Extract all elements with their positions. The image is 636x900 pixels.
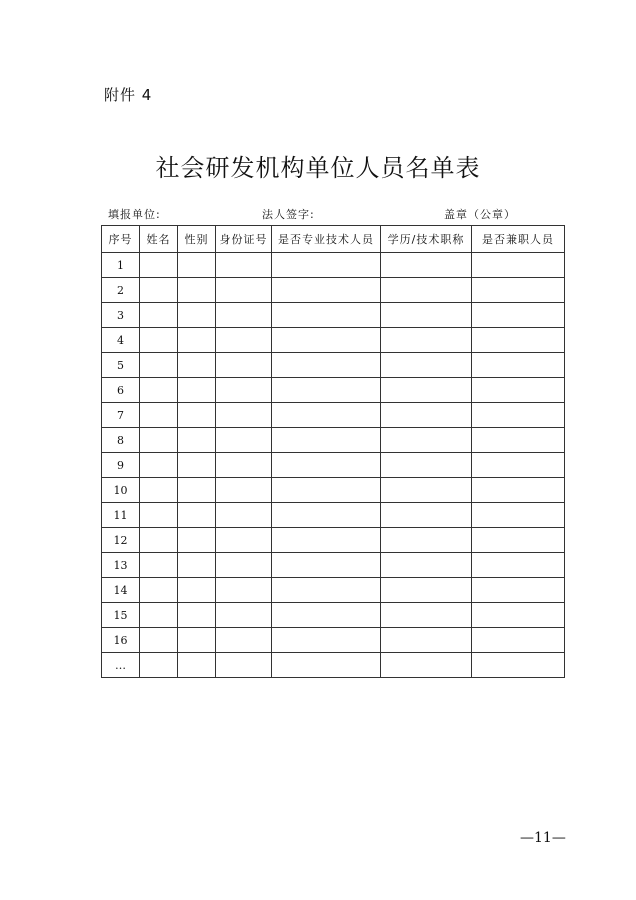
table-cell-empty[interactable]	[216, 478, 272, 503]
table-cell-empty[interactable]	[216, 628, 272, 653]
table-cell-empty[interactable]	[178, 303, 216, 328]
table-cell-empty[interactable]	[216, 328, 272, 353]
table-cell-empty[interactable]	[140, 403, 178, 428]
table-row	[102, 378, 565, 403]
row-serial-number: …	[102, 653, 140, 678]
row-serial-number: 9	[102, 453, 140, 478]
table-cell-empty[interactable]	[272, 528, 381, 553]
page-number: —11—	[520, 830, 566, 846]
table-cell-empty[interactable]	[472, 503, 565, 528]
table-cell-empty[interactable]	[140, 303, 178, 328]
table-body	[102, 253, 565, 678]
table-cell-empty[interactable]	[178, 603, 216, 628]
table-cell-empty[interactable]	[472, 278, 565, 303]
row-serial-number: 16	[102, 628, 140, 653]
table-cell-empty[interactable]	[472, 303, 565, 328]
table-row	[102, 628, 565, 653]
table-cell-empty[interactable]	[178, 353, 216, 378]
row-serial-number: 8	[102, 428, 140, 453]
table-cell-empty[interactable]	[381, 378, 472, 403]
row-serial-number: 11	[102, 503, 140, 528]
table-cell-empty[interactable]	[178, 428, 216, 453]
table-cell-empty[interactable]	[272, 653, 381, 678]
table-cell-empty[interactable]	[272, 453, 381, 478]
table-cell-empty[interactable]	[216, 303, 272, 328]
filler-info-row	[104, 206, 564, 222]
legal-rep-signature-label: 法人签字:	[262, 208, 315, 221]
header-is-professional-technical: 是否专业技术人员	[272, 226, 381, 253]
table-cell-empty[interactable]	[272, 328, 381, 353]
table-cell-empty[interactable]	[381, 253, 472, 278]
row-serial-number: 4	[102, 328, 140, 353]
table-cell-empty[interactable]	[140, 553, 178, 578]
table-cell-empty[interactable]	[472, 578, 565, 603]
table-cell-empty[interactable]	[272, 628, 381, 653]
header-id-number: 身份证号	[216, 226, 272, 253]
table-cell-empty[interactable]	[178, 653, 216, 678]
table-cell-empty[interactable]	[140, 478, 178, 503]
table-cell-empty[interactable]	[178, 403, 216, 428]
table-row	[102, 503, 565, 528]
row-serial-number: 14	[102, 578, 140, 603]
table-cell-empty[interactable]	[140, 503, 178, 528]
table-cell-empty[interactable]	[472, 528, 565, 553]
table-cell-empty[interactable]	[140, 628, 178, 653]
table-cell-empty[interactable]	[381, 353, 472, 378]
table-cell-empty[interactable]	[216, 378, 272, 403]
row-serial-number: 3	[102, 303, 140, 328]
header-name: 姓名	[140, 226, 178, 253]
table-cell-empty[interactable]	[140, 278, 178, 303]
table-row	[102, 428, 565, 453]
table-cell-empty[interactable]	[381, 578, 472, 603]
table-cell-empty[interactable]	[178, 253, 216, 278]
row-serial-number: 2	[102, 278, 140, 303]
table-cell-empty[interactable]	[216, 453, 272, 478]
table-cell-empty[interactable]	[272, 278, 381, 303]
table-cell-empty[interactable]	[472, 253, 565, 278]
table-cell-empty[interactable]	[216, 353, 272, 378]
table-cell-empty[interactable]	[381, 303, 472, 328]
table-cell-empty[interactable]	[381, 403, 472, 428]
table-cell-empty[interactable]	[381, 603, 472, 628]
table-row	[102, 653, 565, 678]
table-cell-empty[interactable]	[140, 428, 178, 453]
table-row	[102, 328, 565, 353]
table-cell-empty[interactable]	[178, 378, 216, 403]
header-education-title: 学历/技术职称	[381, 226, 472, 253]
table-cell-empty[interactable]	[140, 378, 178, 403]
table-cell-empty[interactable]	[178, 503, 216, 528]
table-cell-empty[interactable]	[472, 428, 565, 453]
table-header-row	[102, 226, 565, 253]
row-serial-number: 7	[102, 403, 140, 428]
table-cell-empty[interactable]	[216, 578, 272, 603]
table-cell-empty[interactable]	[272, 353, 381, 378]
table-cell-empty[interactable]	[272, 478, 381, 503]
table-cell-empty[interactable]	[272, 253, 381, 278]
table-cell-empty[interactable]	[140, 653, 178, 678]
attachment-label: 附件 4	[104, 86, 153, 104]
header-is-part-time: 是否兼职人员	[472, 226, 565, 253]
table-cell-empty[interactable]	[216, 253, 272, 278]
table-cell-empty[interactable]	[140, 328, 178, 353]
table-row	[102, 528, 565, 553]
table-cell-empty[interactable]	[140, 253, 178, 278]
table-cell-empty[interactable]	[216, 403, 272, 428]
table-cell-empty[interactable]	[140, 578, 178, 603]
table-cell-empty[interactable]	[178, 278, 216, 303]
filler-unit-label: 填报单位:	[108, 208, 161, 221]
table-cell-empty[interactable]	[272, 578, 381, 603]
table-cell-empty[interactable]	[216, 503, 272, 528]
table-cell-empty[interactable]	[272, 378, 381, 403]
table-row	[102, 403, 565, 428]
table-cell-empty[interactable]	[381, 278, 472, 303]
table-row	[102, 253, 565, 278]
table-cell-empty[interactable]	[381, 328, 472, 353]
table-cell-empty[interactable]	[272, 303, 381, 328]
table-row	[102, 553, 565, 578]
table-cell-empty[interactable]	[178, 628, 216, 653]
header-serial-no: 序号	[102, 226, 140, 253]
row-serial-number: 15	[102, 603, 140, 628]
table-cell-empty[interactable]	[178, 578, 216, 603]
table-row	[102, 278, 565, 303]
table-cell-empty[interactable]	[178, 553, 216, 578]
row-serial-number: 10	[102, 478, 140, 503]
row-serial-number: 5	[102, 353, 140, 378]
table-cell-empty[interactable]	[140, 453, 178, 478]
table-cell-empty[interactable]	[381, 628, 472, 653]
table-cell-empty[interactable]	[472, 403, 565, 428]
table-cell-empty[interactable]	[472, 603, 565, 628]
table-row	[102, 478, 565, 503]
row-serial-number: 6	[102, 378, 140, 403]
table-cell-empty[interactable]	[381, 478, 472, 503]
table-cell-empty[interactable]	[272, 503, 381, 528]
table-cell-empty[interactable]	[216, 603, 272, 628]
document-title: 社会研发机构单位人员名单表	[155, 154, 481, 182]
row-serial-number: 12	[102, 528, 140, 553]
table-cell-empty[interactable]	[140, 603, 178, 628]
table-cell-empty[interactable]	[381, 503, 472, 528]
table-cell-empty[interactable]	[381, 653, 472, 678]
table-cell-empty[interactable]	[381, 453, 472, 478]
table-cell-empty[interactable]	[272, 553, 381, 578]
table-cell-empty[interactable]	[381, 528, 472, 553]
table-cell-empty[interactable]	[472, 328, 565, 353]
table-cell-empty[interactable]	[216, 278, 272, 303]
table-row	[102, 603, 565, 628]
table-cell-empty[interactable]	[272, 603, 381, 628]
table-cell-empty[interactable]	[272, 403, 381, 428]
table-row	[102, 578, 565, 603]
table-row	[102, 453, 565, 478]
table-cell-empty[interactable]	[472, 653, 565, 678]
table-cell-empty[interactable]	[216, 528, 272, 553]
table-cell-empty[interactable]	[178, 478, 216, 503]
table-cell-empty[interactable]	[140, 528, 178, 553]
personnel-roster-table	[101, 225, 565, 678]
table-cell-empty[interactable]	[272, 428, 381, 453]
row-serial-number: 13	[102, 553, 140, 578]
table-cell-empty[interactable]	[472, 628, 565, 653]
header-gender: 性别	[178, 226, 216, 253]
table-cell-empty[interactable]	[472, 478, 565, 503]
table-cell-empty[interactable]	[140, 353, 178, 378]
table-cell-empty[interactable]	[472, 453, 565, 478]
table-cell-empty[interactable]	[216, 653, 272, 678]
table-row	[102, 303, 565, 328]
table-cell-empty[interactable]	[178, 528, 216, 553]
table-cell-empty[interactable]	[216, 553, 272, 578]
table-cell-empty[interactable]	[178, 328, 216, 353]
table-cell-empty[interactable]	[472, 378, 565, 403]
row-serial-number: 1	[102, 253, 140, 278]
table-cell-empty[interactable]	[381, 428, 472, 453]
table-cell-empty[interactable]	[216, 428, 272, 453]
table-row	[102, 353, 565, 378]
table-cell-empty[interactable]	[472, 353, 565, 378]
table-cell-empty[interactable]	[381, 553, 472, 578]
table-cell-empty[interactable]	[178, 453, 216, 478]
table-cell-empty[interactable]	[472, 553, 565, 578]
official-seal-label: 盖章（公章）	[444, 208, 516, 221]
